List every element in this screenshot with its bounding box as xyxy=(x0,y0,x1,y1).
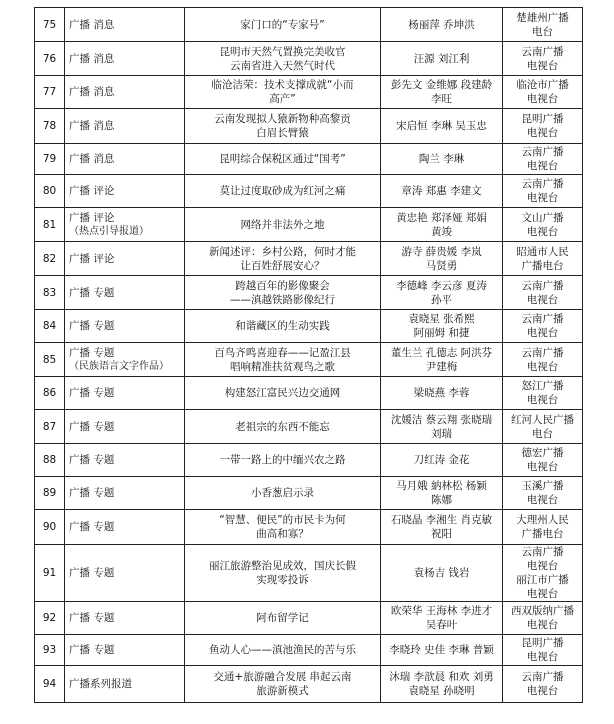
work-title-line: 旅游新模式 xyxy=(256,685,309,697)
category-label: 广播 专题 xyxy=(69,454,115,466)
category-cell xyxy=(65,175,185,208)
unit-line: 电台 xyxy=(532,427,553,440)
unit-line: 电视台 xyxy=(526,461,559,473)
table-row xyxy=(35,377,583,410)
unit-line: 云南广播 xyxy=(521,279,564,292)
category-label: 广播 专题 xyxy=(69,567,115,579)
row-number: 86 xyxy=(35,377,65,410)
table-row xyxy=(35,42,583,76)
unit-line: 电视台 xyxy=(526,651,559,663)
authors-line: 袁晓星 张希熙 xyxy=(408,313,475,325)
table-row xyxy=(35,109,583,144)
authors-line: 尹建梅 xyxy=(425,360,458,373)
unit-cell xyxy=(503,545,583,602)
unit-cell xyxy=(503,8,583,42)
work-title-cell xyxy=(185,109,381,144)
unit-line: 电视台 xyxy=(526,225,559,238)
unit-line: 玉溪广播 xyxy=(521,480,564,492)
authors-cell xyxy=(381,343,503,377)
category-cell xyxy=(65,76,185,109)
category-cell xyxy=(65,276,185,310)
unit-line: 广播电台 xyxy=(521,259,564,272)
category-cell xyxy=(65,602,185,635)
authors-line: 马贤勇 xyxy=(425,259,458,272)
work-title-cell xyxy=(185,377,381,410)
unit-line: 电视台 xyxy=(526,560,559,572)
unit-cell xyxy=(503,666,583,703)
authors-line: 杨丽萍 乔坤洪 xyxy=(408,18,475,31)
unit-cell xyxy=(503,635,583,666)
category-label: 广播 专题 xyxy=(69,420,115,433)
authors-line: 陶兰 李琳 xyxy=(418,153,465,165)
authors-line: 吴春叶 xyxy=(425,619,458,631)
category-label: 广播 专题 xyxy=(69,387,115,399)
unit-cell xyxy=(503,42,583,76)
row-number: 75 xyxy=(35,8,65,42)
unit-cell xyxy=(503,175,583,208)
table-row xyxy=(35,76,583,109)
unit-line: 电视台 xyxy=(526,93,559,105)
row-number: 94 xyxy=(35,666,65,703)
authors-cell xyxy=(381,510,503,545)
work-title-line: 鱼动人心——滇池渔民的苦与乐 xyxy=(209,644,356,656)
row-number: 89 xyxy=(35,477,65,510)
category-label: 广播 专题 xyxy=(69,487,115,499)
authors-cell xyxy=(381,76,503,109)
table-row xyxy=(35,8,583,42)
work-title-line: 一带一路上的中缅兴农之路 xyxy=(219,454,346,466)
unit-cell xyxy=(503,310,583,343)
unit-line: 电视台 xyxy=(526,192,559,204)
unit-cell xyxy=(503,109,583,144)
row-number: 81 xyxy=(35,208,65,242)
unit-cell xyxy=(503,242,583,276)
row-number: 76 xyxy=(35,42,65,76)
authors-line: 宋启恒 李琳 吴玉忠 xyxy=(396,120,487,132)
unit-line: 电视台 xyxy=(526,619,559,631)
authors-line: 游寺 薛贵媛 李岚 xyxy=(401,245,482,258)
work-title-line: 莫让过度取砂成为红河之痛 xyxy=(219,185,346,197)
table-body xyxy=(35,8,583,703)
table-row xyxy=(35,310,583,343)
unit-line: 红河人民广播 xyxy=(511,413,574,426)
unit-cell xyxy=(503,377,583,410)
unit-line: 昆明广播 xyxy=(521,637,564,649)
category-cell xyxy=(65,8,185,42)
work-title-line: 实现零投诉 xyxy=(256,574,309,586)
unit-line: 电视台 xyxy=(526,160,559,172)
authors-line: 袁晓星 孙晓明 xyxy=(408,685,475,697)
authors-line: 刘瑞 xyxy=(431,427,452,440)
authors-cell xyxy=(381,477,503,510)
row-number: 79 xyxy=(35,144,65,175)
work-title-line: 构建怒江富民兴边交通网 xyxy=(224,387,341,399)
work-title-line: 老祖宗的东西不能忘 xyxy=(235,420,330,433)
work-title-line: 交通+旅游融合发展 串起云南 xyxy=(213,671,352,683)
work-title-cell xyxy=(185,444,381,477)
unit-cell xyxy=(503,477,583,510)
authors-cell xyxy=(381,109,503,144)
row-number: 82 xyxy=(35,242,65,276)
unit-cell xyxy=(503,602,583,635)
category-label: 广播 专题 xyxy=(69,644,115,656)
work-title-cell xyxy=(185,208,381,242)
authors-line: 黄忠艳 郑泽娅 郑娟 xyxy=(396,211,487,224)
work-title-line: 让百姓舒展安心？ xyxy=(240,259,325,272)
table-row xyxy=(35,175,583,208)
unit-line: 云南广播 xyxy=(521,546,564,558)
work-title-cell xyxy=(185,477,381,510)
work-title-line: 小香葱启示录 xyxy=(251,487,314,499)
category-cell xyxy=(65,635,185,666)
authors-line: 李晓玲 史佳 李琳 普颖 xyxy=(389,644,494,656)
category-cell xyxy=(65,109,185,144)
unit-line: 电视台 xyxy=(526,685,559,697)
authors-cell xyxy=(381,8,503,42)
unit-line: 云南广播 xyxy=(521,45,564,58)
authors-line: 祝阳 xyxy=(431,528,452,540)
category-label: 广播 评论 xyxy=(69,185,115,197)
authors-cell xyxy=(381,444,503,477)
authors-line: 马月娥 納林松 杨颖 xyxy=(396,480,487,492)
row-number: 92 xyxy=(35,602,65,635)
category-cell xyxy=(65,545,185,602)
work-title-line: 跨越百年的影像聚会 xyxy=(235,279,330,292)
unit-line: 楚雄州广播 xyxy=(516,11,569,24)
unit-cell xyxy=(503,444,583,477)
category-cell xyxy=(65,410,185,444)
unit-cell xyxy=(503,208,583,242)
authors-line: 孙平 xyxy=(431,293,452,306)
work-title-line: 白眉长臂猿 xyxy=(256,127,309,139)
authors-line: 梁晓燕 李蓉 xyxy=(413,387,470,399)
work-title-line: “智慧、便民”的市民卡为何 xyxy=(219,514,346,526)
table-row xyxy=(35,635,583,666)
work-title-line: 昆明市天然气置换完美收官 xyxy=(219,45,346,58)
authors-line: 阿丽姆 和捷 xyxy=(413,327,470,339)
unit-cell xyxy=(503,144,583,175)
row-number: 91 xyxy=(35,545,65,602)
work-title-cell xyxy=(185,666,381,703)
unit-line: 广播电台 xyxy=(521,528,564,540)
category-label: 广播 专题 xyxy=(69,521,115,533)
row-number: 78 xyxy=(35,109,65,144)
unit-cell xyxy=(503,510,583,545)
table-row xyxy=(35,477,583,510)
unit-line: 电视台 xyxy=(526,293,559,306)
work-title-line: 昆明综合保税区通过“国考” xyxy=(219,153,346,165)
authors-cell xyxy=(381,377,503,410)
work-title-cell xyxy=(185,343,381,377)
unit-line: 电视台 xyxy=(526,588,559,600)
work-title-cell xyxy=(185,242,381,276)
category-label: 广播 评论 xyxy=(69,252,115,265)
unit-cell xyxy=(503,76,583,109)
category-label: 广播 专题 xyxy=(69,346,115,359)
table-row xyxy=(35,276,583,310)
table-row xyxy=(35,510,583,545)
unit-line: 昭通市人民 xyxy=(516,245,569,258)
category-cell xyxy=(65,42,185,76)
work-title-cell xyxy=(185,42,381,76)
work-title-line: 唱响精准扶贫观鸟之歌 xyxy=(230,360,335,373)
work-title-cell xyxy=(185,545,381,602)
work-title-line: 丽江旅游整治见成效，国庆长假 xyxy=(209,560,356,572)
authors-cell xyxy=(381,602,503,635)
category-cell xyxy=(65,144,185,175)
category-cell xyxy=(65,310,185,343)
row-number: 87 xyxy=(35,410,65,444)
category-note: （民族语言文字作品） xyxy=(69,360,169,372)
work-title-cell xyxy=(185,510,381,545)
work-title-cell xyxy=(185,8,381,42)
category-label: 广播系列报道 xyxy=(69,678,132,690)
row-number: 93 xyxy=(35,635,65,666)
authors-line: 章涛 郑惠 李建文 xyxy=(401,185,482,197)
category-label: 广播 消息 xyxy=(69,18,115,31)
unit-line: 云南广播 xyxy=(521,146,564,158)
category-note: （热点引导报道） xyxy=(69,225,149,237)
work-title-cell xyxy=(185,76,381,109)
category-cell xyxy=(65,444,185,477)
authors-cell xyxy=(381,208,503,242)
unit-line: 电台 xyxy=(532,25,553,38)
category-label: 广播 评论 xyxy=(69,211,115,224)
unit-line: 电视台 xyxy=(526,360,559,373)
authors-line: 李德峰 李云彦 夏涛 xyxy=(396,279,487,292)
work-title-line: 新闻述评：乡村公路，何时才能 xyxy=(209,245,356,258)
table-row xyxy=(35,208,583,242)
category-label: 广播 消息 xyxy=(69,52,115,65)
work-title-line: 高产” xyxy=(269,93,296,105)
table-row xyxy=(35,343,583,377)
authors-cell xyxy=(381,144,503,175)
authors-line: 欧荣华 王海林 李进才 xyxy=(390,605,493,617)
authors-line: 刀红涛 金花 xyxy=(413,454,470,466)
table-row xyxy=(35,666,583,703)
unit-line: 电视台 xyxy=(526,327,559,339)
category-label: 广播 专题 xyxy=(69,612,115,624)
row-number: 90 xyxy=(35,510,65,545)
authors-line: 董生兰 孔德志 阿洪芬 xyxy=(390,346,493,359)
authors-cell xyxy=(381,310,503,343)
work-title-line: 云南省进入天然气时代 xyxy=(230,59,335,72)
authors-line: 黄竣 xyxy=(431,225,452,238)
category-cell xyxy=(65,242,185,276)
work-title-cell xyxy=(185,410,381,444)
work-title-line: 家门口的“专家号” xyxy=(240,18,325,31)
work-title-cell xyxy=(185,175,381,208)
table-row xyxy=(35,444,583,477)
authors-cell xyxy=(381,42,503,76)
category-cell xyxy=(65,208,185,242)
table-row xyxy=(35,144,583,175)
unit-line: 临沧市广播 xyxy=(516,79,569,91)
unit-line: 西双版纳广播 xyxy=(511,605,574,617)
unit-cell xyxy=(503,410,583,444)
unit-line: 电视台 xyxy=(526,394,559,406)
authors-line: 石晓晶 李湘生 肖克敏 xyxy=(390,514,493,526)
category-cell xyxy=(65,377,185,410)
work-title-line: 和谐藏区的生动实践 xyxy=(235,320,330,332)
unit-line: 电视台 xyxy=(526,494,559,506)
row-number: 85 xyxy=(35,343,65,377)
row-number: 80 xyxy=(35,175,65,208)
authors-line: 沈媛洁 蔡云翔 张晓瑞 xyxy=(390,413,493,426)
unit-line: 德宏广播 xyxy=(521,447,564,459)
work-title-line: 临沧洁荣：技术支撑成就“小而 xyxy=(211,79,354,91)
unit-line: 电视台 xyxy=(526,59,559,72)
category-cell xyxy=(65,510,185,545)
authors-line: 彭先文 金维娜 段建龄 xyxy=(390,79,493,91)
work-title-line: 阿布留学记 xyxy=(256,612,309,624)
unit-line: 云南广播 xyxy=(521,671,564,683)
category-cell xyxy=(65,343,185,377)
category-label: 广播 消息 xyxy=(69,120,115,132)
authors-cell xyxy=(381,242,503,276)
authors-line: 沐瑞 李歆晨 和欢 刘勇 xyxy=(389,671,494,683)
unit-cell xyxy=(503,343,583,377)
unit-line: 怒江广播 xyxy=(521,380,564,392)
unit-line: 云南广播 xyxy=(521,346,564,359)
unit-line: 丽江市广播 xyxy=(516,574,569,586)
unit-line: 云南广播 xyxy=(521,178,564,190)
row-number: 84 xyxy=(35,310,65,343)
category-cell xyxy=(65,477,185,510)
work-title-line: 网络并非法外之地 xyxy=(240,218,325,231)
category-label: 广播 专题 xyxy=(69,286,115,299)
work-title-cell xyxy=(185,602,381,635)
unit-line: 大理州人民 xyxy=(516,514,569,526)
authors-line: 李旺 xyxy=(431,93,452,105)
authors-line: 袁杨吉 钱岩 xyxy=(413,567,470,579)
table-row xyxy=(35,602,583,635)
category-cell xyxy=(65,666,185,703)
row-number: 77 xyxy=(35,76,65,109)
category-label: 广播 专题 xyxy=(69,320,115,332)
authors-cell xyxy=(381,276,503,310)
work-title-cell xyxy=(185,276,381,310)
unit-line: 电视台 xyxy=(526,127,559,139)
authors-cell xyxy=(381,545,503,602)
row-number: 88 xyxy=(35,444,65,477)
unit-line: 昆明广播 xyxy=(521,113,564,125)
unit-line: 云南广播 xyxy=(521,313,564,325)
work-title-line: 曲高和寡？ xyxy=(256,528,309,540)
work-title-line: 云南发现拟人猿新物种高黎贡 xyxy=(214,113,351,125)
unit-line: 文山广播 xyxy=(521,211,564,224)
work-title-cell xyxy=(185,144,381,175)
authors-line: 汪源 刘江利 xyxy=(413,52,470,65)
table-row xyxy=(35,242,583,276)
work-title-line: ——滇越铁路影像纪行 xyxy=(230,293,335,306)
table-row xyxy=(35,545,583,602)
row-number: 83 xyxy=(35,276,65,310)
table-row xyxy=(35,410,583,444)
unit-cell xyxy=(503,276,583,310)
authors-cell xyxy=(381,410,503,444)
authors-cell xyxy=(381,635,503,666)
work-title-line: 百鸟齐鸣喜迎春——记盈江县 xyxy=(214,346,351,359)
authors-cell xyxy=(381,666,503,703)
authors-line: 陈娜 xyxy=(431,494,452,506)
work-title-cell xyxy=(185,635,381,666)
category-label: 广播 消息 xyxy=(69,86,115,98)
award-list-table xyxy=(34,7,583,703)
category-label: 广播 消息 xyxy=(69,153,115,165)
work-title-cell xyxy=(185,310,381,343)
authors-cell xyxy=(381,175,503,208)
